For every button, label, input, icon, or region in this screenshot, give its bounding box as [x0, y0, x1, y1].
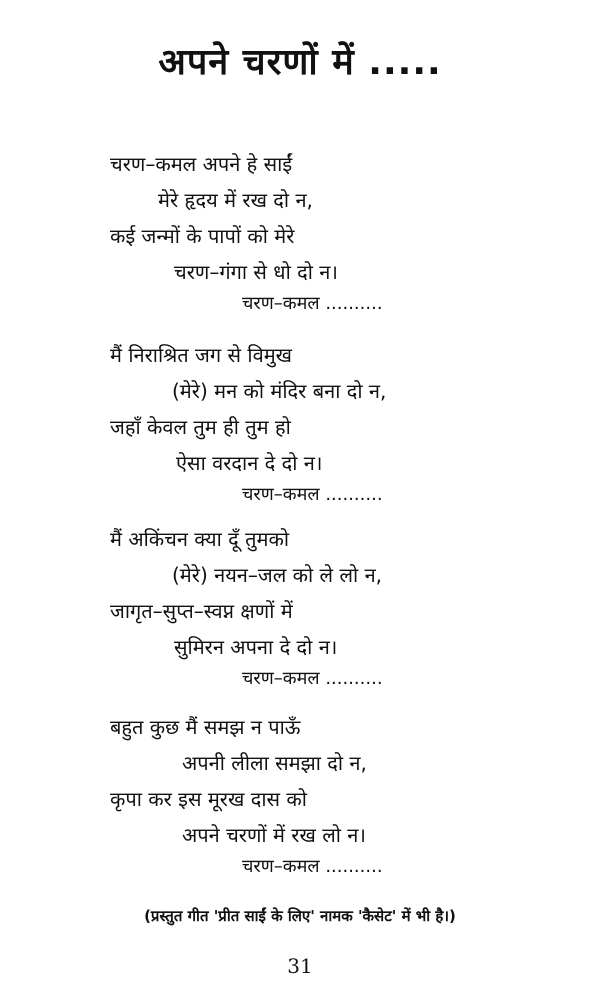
stanza-line: (मेरे) मन को मंदिर बना दो न,	[172, 379, 387, 403]
stanza-line: चरण–गंगा से धो दो न।	[174, 260, 338, 284]
stanza-line: चरण–कमल अपने हे साईं	[110, 152, 293, 176]
stanza-line: जहाँ केवल तुम ही तुम हो	[110, 415, 291, 439]
stanza-line: जागृत–सुप्त–स्वप्न क्षणों में	[110, 599, 293, 623]
stanza-line: मेरे हृदय में रख दो न,	[158, 188, 313, 212]
footnote: (प्रस्तुत गीत 'प्रीत साईं के लिए' नामक 'कैसेट' में भी है।)	[144, 907, 456, 925]
stanza-line: बहुत कुछ मैं समझ न पाऊँ	[110, 715, 301, 739]
poem-title: अपने चरणों में .....	[158, 42, 442, 83]
stanza-line: मैं निराश्रित जग से विमुख	[110, 343, 293, 367]
stanza-line: कृपा कर इस मूरख दास को	[110, 787, 307, 811]
stanza-line: अपनी लीला समझा दो न,	[182, 751, 367, 775]
stanza-line: कई जन्मों के पापों को मेरे	[110, 224, 295, 248]
stanza-line: (मेरे) नयन–जल को ले लो न,	[172, 563, 383, 587]
refrain-line: चरण–कमल ..........	[242, 856, 383, 877]
stanza-line: मैं अकिंचन क्या दूँ तुमको	[110, 527, 290, 551]
stanza-line: सुमिरन अपना दे दो न।	[174, 635, 338, 659]
refrain-line: चरण–कमल ..........	[242, 668, 383, 689]
refrain-line: चरण–कमल ..........	[242, 484, 383, 505]
page-number: 31	[287, 954, 313, 978]
refrain-line: चरण–कमल ..........	[242, 293, 383, 314]
stanza-line: ऐसा वरदान दे दो न।	[176, 451, 323, 475]
stanza-line: अपने चरणों में रख लो न।	[182, 823, 366, 847]
